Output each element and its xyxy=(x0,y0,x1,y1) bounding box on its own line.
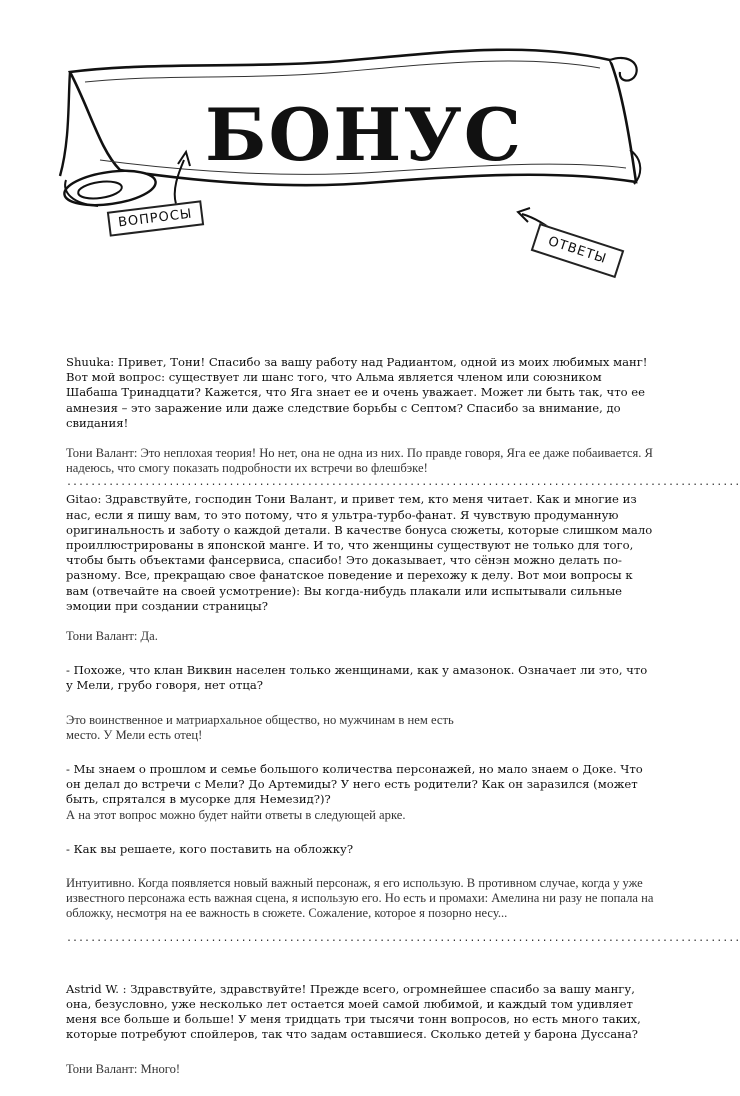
answer-gitao-4: Интуитивно. Когда появляется новый важный персонаж, я его использую. В противном случае, когда у уже известного персонажа есть важная сцена, я использую его. Но есть и промахи: Амелина ни разу не попала на обложку, несмотря на ее важность в сюжете. Сожаление, которое я позорно несу... xyxy=(66,876,654,921)
question-gitao-2: - Похоже, что клан Виквин населен только женщинами, как у амазонок. Означает ли это, что у Мели, грубо говоря, нет отца? xyxy=(66,663,648,693)
question-gitao-4: - Как вы решаете, кого поставить на обложку? xyxy=(66,841,354,856)
question-astrid: Astrid W. : Здравствуйте, здравствуйте! Прежде всего, огромнейшее спасибо за вашу мангу, она, безусловно, уже несколько лет остается моей самой любимой, и каждый том удивляет меня все больше и больше! У меня тридцать три тысячи тонн вопросов, но есть много таких, которые потребуют спойлеров, так что задам оставшиеся. Сколько детей у барона Дуссана? xyxy=(66,981,641,1042)
question-gitao: Gitao: Здравствуйте, господин Тони Валант, и привет тем, кто меня читает. Как и многие из нас, если я пишу вам, то это потому, что я ультра-турбо-фанат. Я чувствую продуманную оригинальность и заботу о каждой детали. В качестве бонуса сюжеты, которые слишком мало проиллюстрированы в японской манге. И то, что женщины существуют не только для того, чтобы быть объектами фансервиса, спасибо! Это доказывает, что сёнэн можно делать по-разному. Все, прекращаю свое фанатское поведение и перехожу к делу. Вот мои вопросы к вам (отвечайте на своей усмотрение): Вы когда-нибудь плакали или испытывали сильные эмоции при создании страницы? xyxy=(66,492,653,613)
answer-gitao-2-line-2: место. У Мели есть отец! xyxy=(66,727,203,742)
question-shuuka: Shuuka: Привет, Тони! Спасибо за вашу работу над Радиантом, одной из моих любимых манг! Вот мой вопрос: существует ли шанс того, что Альма является членом или союзником Шабаша Тринадцати? Кажется, что Яга знает ее и очень уважает. Может ли быть так, что ее амнезия – это заражение или даже следствие борьбы с Септом? Спасибо за внимание, до свидания! xyxy=(66,355,648,430)
dotted-divider: ................................................................................................................ xyxy=(66,477,740,489)
answer-shuuka: Тони Валант: Это неплохая теория! Но нет, она не одна из них. По правде говоря, Яга ее даже побаивается. Я надеюсь, что смогу показать подробности их встречи во флешбэке! xyxy=(66,446,653,476)
answer-gitao-2-line-1: Это воинственное и матриархальное общество, но мужчинам в нем есть xyxy=(66,712,454,727)
question-gitao-3: - Мы знаем о прошлом и семье большого количества персонажей, но мало знаем о Доке. Что он делал до встречи с Мели? До Артемиды? У него есть родители? Как он заразился (может быть, спрятался в мусорке для Немезид?)? xyxy=(66,762,643,807)
dotted-divider: ................................................................................................................ xyxy=(66,932,740,944)
page-title: БОНУС xyxy=(205,92,524,177)
answer-gitao-1: Тони Валант: Да. xyxy=(66,629,158,644)
answers-tag: ОТВЕТЫ xyxy=(531,223,624,278)
banner-header xyxy=(0,0,700,320)
qa-content xyxy=(66,355,740,1077)
answer-gitao-3: А на этот вопрос можно будет найти ответы в следующей арке. xyxy=(66,807,406,822)
answer-astrid: Тони Валант: Много! xyxy=(66,1061,181,1076)
questions-tag: ВОПРОСЫ xyxy=(107,200,204,236)
